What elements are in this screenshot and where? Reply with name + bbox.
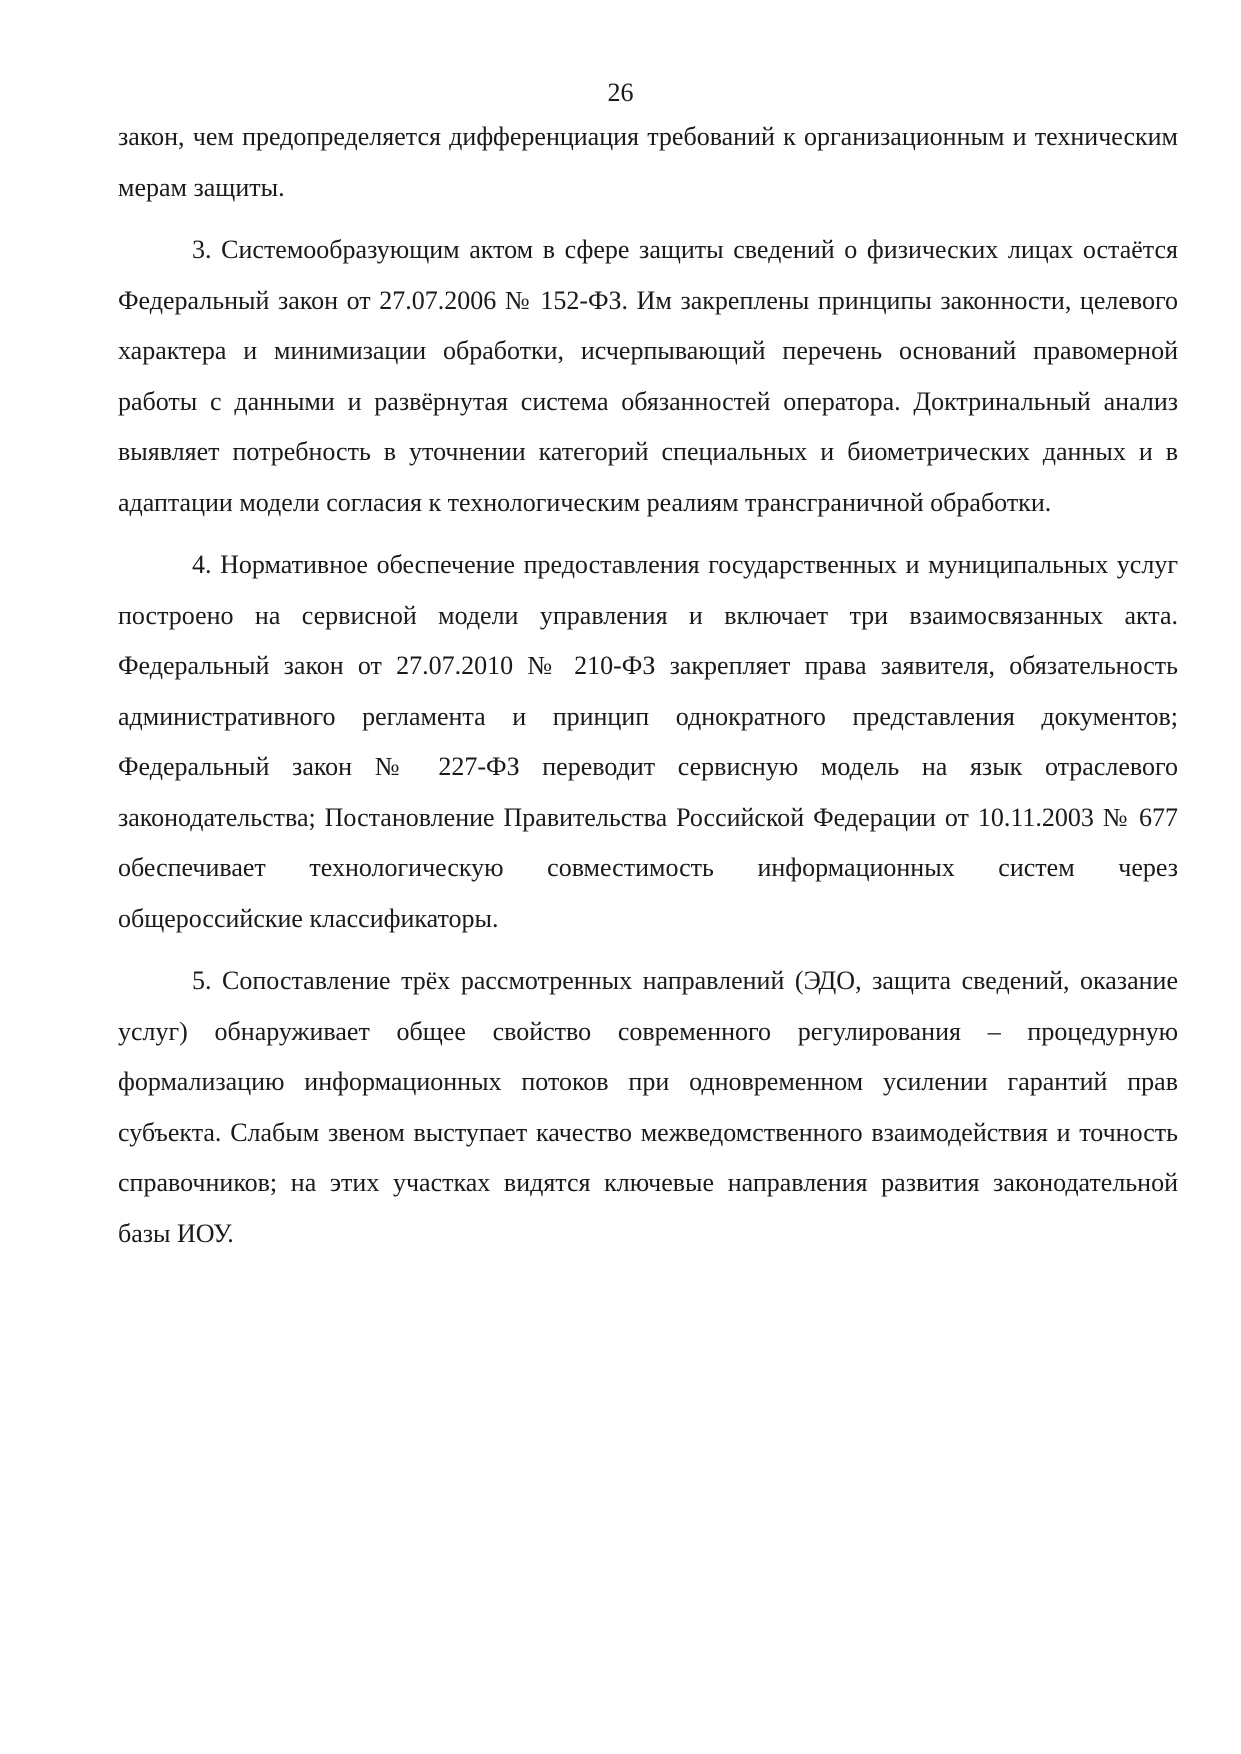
paragraph-continuation: закон, чем предопределяется дифференциация требований к организационным и техническим мерам защиты. (118, 122, 1178, 202)
page-number: 26 (607, 78, 634, 107)
paragraph-item-4: 4. Нормативное обеспечение предоставления государственных и муниципальных услуг построено на сервисной модели управления и включает три взаимосвязанных акта. Федеральный закон от 27.07.2010 № 210-ФЗ закрепляет права заявителя, обязательность административного регламента и принцип однократного представления документов; Федеральный закон № 227-ФЗ переводит сервисную модель на язык отраслевого законодательства; Постановление Правительства Российской Федерации от 10.11.2003 № 677 обеспечивает технологическую совместимость информационных систем через общероссийские классификаторы. (118, 550, 1178, 933)
document-body (118, 112, 1178, 1271)
paragraph-item-3: 3. Системообразующим актом в сфере защиты сведений о физических лицах остаётся Федеральный закон от 27.07.2006 № 152-ФЗ. Им закреплены принципы законности, целевого характера и минимизации обработки, исчерпывающий перечень оснований правомерной работы с данными и развёрнутая система обязанностей оператора. Доктринальный анализ выявляет потребность в уточнении категорий специальных и биометрических данных и в адаптации модели согласия к технологическим реалиям трансграничной обработки. (118, 235, 1178, 517)
paragraph-item-5: 5. Сопоставление трёх рассмотренных направлений (ЭДО, защита сведений, оказание услуг) обнаруживает общее свойство современного регулирования – процедурную формализацию информационных потоков при одновременном усилении гарантий прав субъекта. Слабым звеном выступает качество межведомственного взаимодействия и точность справочников; на этих участках видятся ключевые направления развития законодательной базы ИОУ. (118, 966, 1178, 1248)
